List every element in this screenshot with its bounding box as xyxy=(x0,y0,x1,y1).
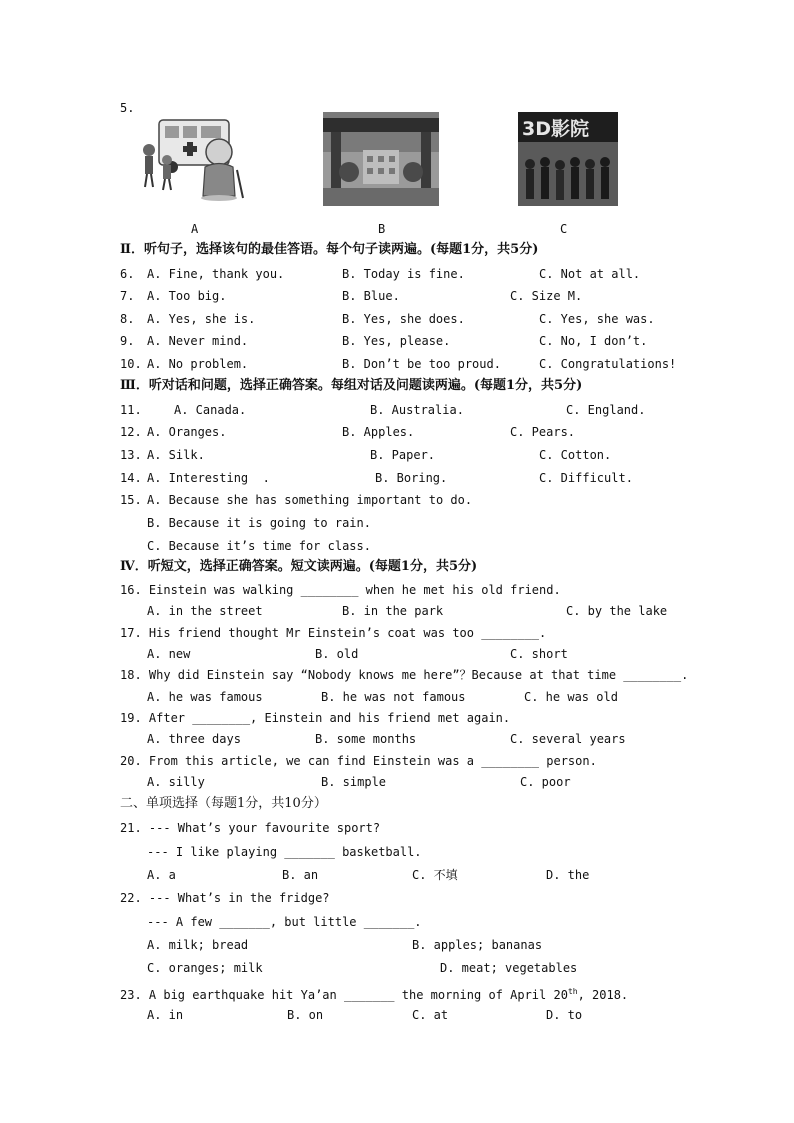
caption-b: B xyxy=(378,222,386,236)
picture-b-school-gate xyxy=(323,112,439,206)
q22-option-b: B. apples; bananas xyxy=(412,938,543,952)
q11-option-a: A. Canada. xyxy=(174,403,247,417)
section2-title: Ⅱ．听句子，选择该句的最佳答语。每个句子读两遍。(每题1分，共5分) xyxy=(120,242,539,257)
q11-number: 11. xyxy=(120,403,142,417)
q18-option-b: B. he was not famous xyxy=(321,690,466,704)
q10-option-a: A. No problem. xyxy=(147,357,249,371)
q15-option-b: B. Because it is going to rain. xyxy=(147,516,371,530)
q13-number: 13. xyxy=(120,448,142,462)
cinema-sign: 3D影院 xyxy=(522,118,589,140)
caption-c: C xyxy=(560,222,568,236)
q9-option-b: B. Yes, please. xyxy=(342,334,451,348)
q16-option-c: C. by the lake xyxy=(566,604,668,618)
q18-option-a: A. he was famous xyxy=(147,690,263,704)
q7-option-b: B. Blue. xyxy=(342,289,400,303)
q12-option-b: B. Apples. xyxy=(342,425,415,439)
q22-option-d: D. meat; vegetables xyxy=(440,961,578,975)
q14-number: 14. xyxy=(120,471,142,485)
caption-a: A xyxy=(191,222,199,236)
q23-option-c: C. at xyxy=(412,1008,449,1022)
q19-option-b: B. some months xyxy=(315,732,417,746)
q21-option-a: A. a xyxy=(147,868,176,882)
q21-line1: 21. --- What’s your favourite sport? xyxy=(120,821,381,835)
q19-stem: 19. After ________, Einstein and his friend met again. xyxy=(120,711,511,725)
q23-option-d: D. to xyxy=(546,1008,583,1022)
q15-option-a: A. Because she has something important to do. xyxy=(147,493,473,507)
q21-line2: --- I like playing _______ basketball. xyxy=(147,845,422,859)
q23-option-b: B. on xyxy=(287,1008,324,1022)
q16-option-b: B. in the park xyxy=(342,604,444,618)
q20-option-c: C. poor xyxy=(520,775,571,789)
q22-option-c: C. oranges; milk xyxy=(147,961,263,975)
q21-option-b: B. an xyxy=(282,868,319,882)
q13-option-a: A. Silk. xyxy=(147,448,205,462)
q8-option-b: B. Yes, she does. xyxy=(342,312,465,326)
q7-option-a: A. Too big. xyxy=(147,289,227,303)
q14-option-c: C. Difficult. xyxy=(539,471,633,485)
q12-number: 12. xyxy=(120,425,142,439)
q9-option-a: A. Never mind. xyxy=(147,334,249,348)
section-mc-title: 二、单项选择（每题1分，共10分） xyxy=(120,796,327,811)
q17-option-b: B. old xyxy=(315,647,359,661)
q11-option-b: B. Australia. xyxy=(370,403,464,417)
q15-option-c: C. Because it’s time for class. xyxy=(147,539,371,553)
q23-stem: 23. A big earthquake hit Ya’an _______ the morning of April 20th, 2018. xyxy=(120,987,629,1002)
q6-option-a: A. Fine, thank you. xyxy=(147,267,285,281)
q8-option-c: C. Yes, she was. xyxy=(539,312,655,326)
q7-option-c: C. Size M. xyxy=(510,289,583,303)
q8-option-a: A. Yes, she is. xyxy=(147,312,256,326)
q12-option-a: A. Oranges. xyxy=(147,425,227,439)
q20-option-b: B. simple xyxy=(321,775,387,789)
q15-number: 15. xyxy=(120,493,142,507)
q17-option-a: A. new xyxy=(147,647,191,661)
q22-line1: 22. --- What’s in the fridge? xyxy=(120,891,330,905)
q20-stem: 20. From this article, we can find Einstein was a ________ person. xyxy=(120,754,597,768)
q7-number: 7. xyxy=(120,289,135,303)
q18-stem: 18. Why did Einstein say “Nobody knows me here”？Because at that time ________. xyxy=(120,668,689,682)
q9-number: 9. xyxy=(120,334,135,348)
q18-option-c: C. he was old xyxy=(524,690,618,704)
q16-option-a: A. in the street xyxy=(147,604,263,618)
q6-number: 6. xyxy=(120,267,135,281)
picture-a-hospital xyxy=(137,112,250,204)
q19-option-a: A. three days xyxy=(147,732,241,746)
q8-number: 8. xyxy=(120,312,135,326)
q11-option-c: C. England. xyxy=(566,403,646,417)
q21-option-c: C. 不填 xyxy=(412,868,458,882)
q6-option-b: B. Today is fine. xyxy=(342,267,465,281)
q9-option-c: C. No, I don’t. xyxy=(539,334,648,348)
q10-number: 10. xyxy=(120,357,142,371)
q20-option-a: A. silly xyxy=(147,775,205,789)
q17-option-c: C. short xyxy=(510,647,568,661)
q14-option-a: A. Interesting . xyxy=(147,471,270,485)
q6-option-c: C. Not at all. xyxy=(539,267,641,281)
q10-option-c: C. Congratulations! xyxy=(539,357,677,371)
q22-line2: --- A few _______, but little _______. xyxy=(147,915,422,929)
q12-option-c: C. Pears. xyxy=(510,425,576,439)
q22-option-a: A. milk; bread xyxy=(147,938,249,952)
picture-c-3d-cinema xyxy=(518,112,618,206)
q17-stem: 17. His friend thought Mr Einstein’s coat was too ________. xyxy=(120,626,547,640)
q16-stem: 16. Einstein was walking ________ when he met his old friend. xyxy=(120,583,561,597)
section3-title: Ⅲ．听对话和问题，选择正确答案。每组对话及问题读两遍。(每题1分，共5分) xyxy=(120,378,583,393)
section4-title: Ⅳ．听短文，选择正确答案。短文读两遍。(每题1分，共5分) xyxy=(120,559,478,574)
q21-option-d: D. the xyxy=(546,868,590,882)
q13-option-b: B. Paper. xyxy=(370,448,436,462)
q10-option-b: B. Don’t be too proud. xyxy=(342,357,501,371)
q14-option-b: B. Boring. xyxy=(375,471,448,485)
q23-option-a: A. in xyxy=(147,1008,184,1022)
q5-number: 5. xyxy=(120,101,135,115)
q13-option-c: C. Cotton. xyxy=(539,448,612,462)
q19-option-c: C. several years xyxy=(510,732,626,746)
